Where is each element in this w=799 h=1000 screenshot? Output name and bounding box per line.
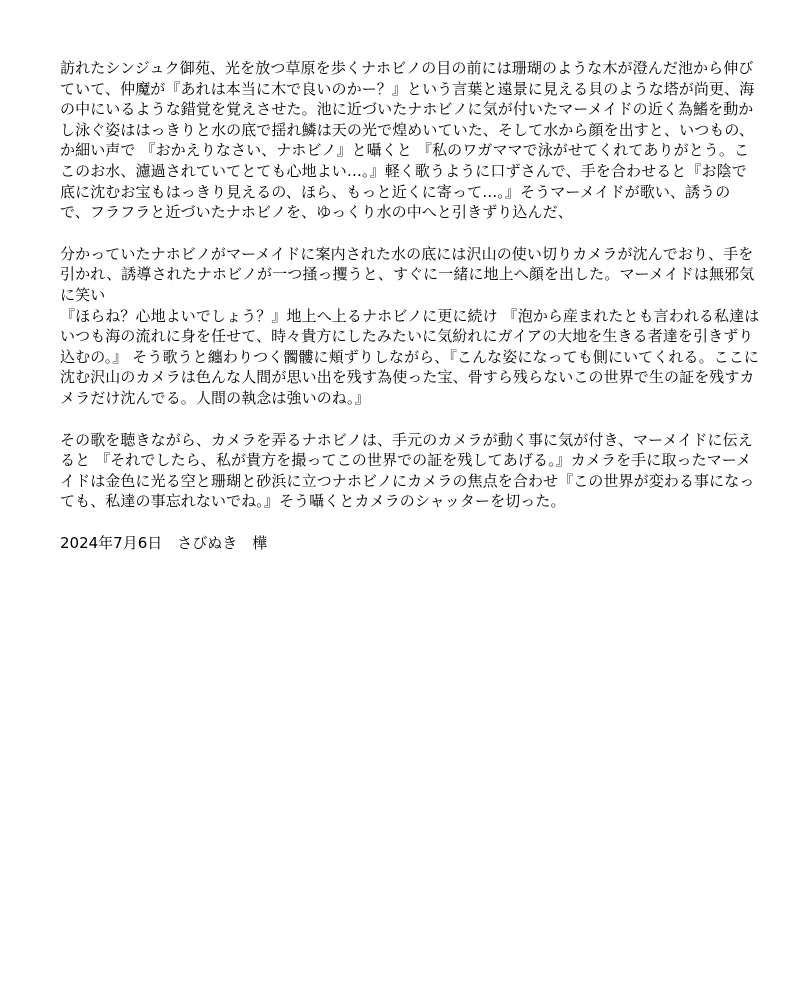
paragraph-1: 訪れたシンジュク御苑、光を放つ草原を歩くナホビノの目の前には珊瑚のような木が澄んだ池から伸びていて、仲魔が『あれは本当に木で良いのかー？』という言葉と遠景に見える貝のような塔が尚更、海の中にいるような錯覚を覚えさせた。池に近づいたナホビノに気が付いたマーメイドの近く為鰭を動かし泳ぐ姿ははっきりと水の底で揺れ鱗は天の光で煌めいていた、そして水から顔を出すと、いつもの、か細い声で 『おかえりなさい、ナホビノ』と囁くと 『私のワガママで泳がせてくれてありがとう。ここのお水、濾過されていてとても心地よい…。』軽く歌うように口ずさんで、手を合わせると『お陰で底に沈むお宝もはっきり見えるの、ほら、もっと近くに寄って…。』そうマーメイドが歌い、誘うので、フラフラと近づいたナホビノを、ゆっくり水の中へと引きずり込んだ、 <box>60 59 755 222</box>
paragraph-gap <box>60 223 760 244</box>
paragraph-2: 分かっていたナホビノがマーメイドに案内された水の底には沢山の使い切りカメラが沈んでおり、手を引かれ、誘導されたナホビノが一つ掻っ攫うと、すぐに一緒に地上へ顔を出した。マーメイドは無邪気に笑い 『ほらね？心地よいでしょう？』地上へ上るナホビノに更に続け 『泡から産まれたとも言われる私達はいつも海の流れに身を任せて、時々貴方にしたみたいに気紛れにガイアの大地を生きる者達を引きずり込むの。』 そう歌うと纏わりつく髑髏に頬ずりしながら、『こんな姿になっても側にいてくれる。ここに沈む沢山のカメラは色んな人間が思い出を残す為使った宝、骨すら残らないこの世界で生の証を残すカメラだけ沈んでる。人間の執念は強いのね。』 <box>60 244 760 407</box>
paragraph-gap <box>60 409 760 430</box>
paragraph-gap <box>60 512 760 533</box>
document-body <box>60 58 760 553</box>
date-signature: 2024年7月6日 さびぬき 樺 <box>60 533 268 552</box>
paragraph-3: その歌を聴きながら、カメラを弄るナホビノは、手元のカメラが動く事に気が付き、マーメイドに伝えると 『それでしたら、私が貴方を撮ってこの世界での証を残してあげる。』カメラを手に取ったマーメイドは金色に光る空と珊瑚と砂浜に立つナホビノにカメラの焦点を合わせ『この世界が変わる事になっても、私達の事忘れないでね。』そう囁くとカメラのシャッターを切った。 <box>60 430 755 511</box>
